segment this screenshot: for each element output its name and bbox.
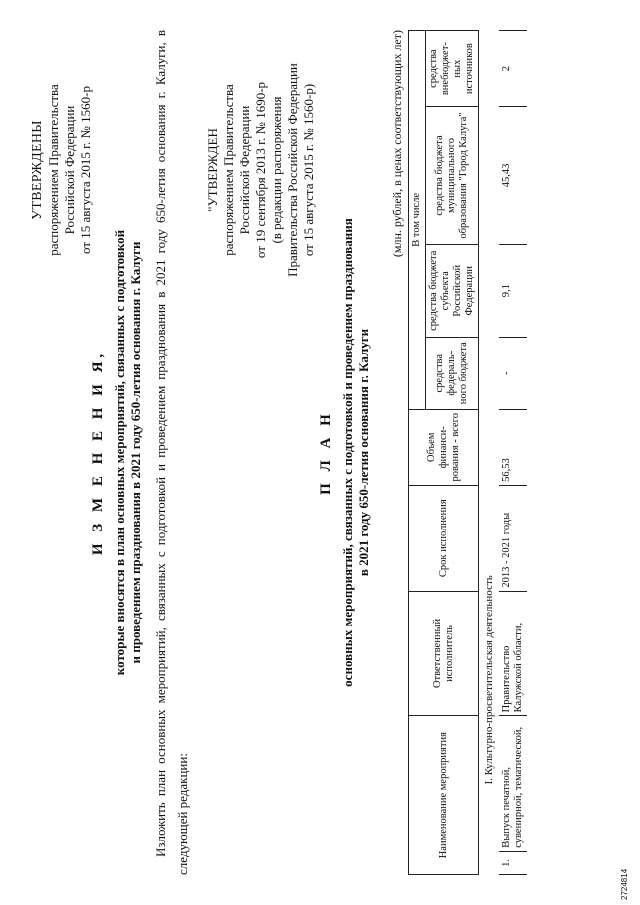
row-name: Выпуск печатной, сувенирной, тематической,	[499, 716, 527, 851]
plan-subtitle-line: основных мероприятий, связанных с подготовкой и проведением празднования	[340, 218, 355, 687]
approval2-line: Российской Федерации	[237, 105, 252, 235]
intro-paragraph: Изложить план основных мероприятий, связанных с подготовкой и проведением празднования в 2021 году 650-летия основания г. Калуги, в следующей редакции:	[153, 30, 190, 875]
header-total: Объем финанси-рования - всего	[409, 409, 479, 485]
header-executor: Ответственный исполнитель	[409, 591, 479, 716]
approval2-line: распоряжением Правительства	[221, 84, 236, 256]
row-total: 56,53	[499, 409, 527, 485]
approval2-line: "УТВЕРЖДЕН	[205, 128, 220, 212]
plan-subtitle	[340, 120, 372, 785]
changes-title: И З М Е Н Е Н И Я,	[90, 349, 106, 556]
header-municipal: средства бюджета муниципального образования "Город Калуга"	[426, 107, 479, 244]
approval2-line: от 15 августа 2015 г. № 1560-р)	[301, 83, 316, 257]
changes-subtitle-line: которые вносятся в план основных мероприятий, связанных с подготовкой	[112, 229, 127, 676]
approval-line: от 15 августа 2015 г. № 1560-р	[78, 86, 93, 254]
row-period: 2013 - 2021 годы	[499, 485, 527, 591]
header-subject: средства бюджета субъекта Российской Федерации	[426, 244, 479, 337]
approval-line: Российской Федерации	[62, 105, 77, 235]
header-name: Наименование мероприятия	[409, 716, 479, 875]
table-row	[499, 31, 527, 875]
plan-title: П Л А Н	[318, 410, 334, 495]
row-federal: -	[499, 337, 527, 409]
approval-stamp	[30, 35, 94, 305]
approval2-line: Правительства Российской Федерации	[285, 63, 300, 277]
row-subject: 9,1	[499, 244, 527, 337]
approval-line: распоряжением Правительства	[46, 84, 61, 256]
plan-subtitle-line: в 2021 году 650-летия основания г. Калуги	[356, 328, 371, 577]
changes-subtitle-line: и проведением празднования в 2021 году 650-летия основания г. Калуги	[128, 241, 143, 664]
row-number: 1.	[499, 851, 527, 874]
section-heading: I. Культурно-просветительская деятельность	[483, 575, 495, 785]
header-federal: средства федераль-ного бюджета	[426, 337, 479, 409]
approval-stamp-2	[205, 35, 317, 305]
row-municipal: 45,43	[499, 107, 527, 244]
approval-head: УТВЕРЖДЕНЫ	[30, 120, 45, 220]
changes-subtitle	[112, 130, 144, 775]
approval2-line: (в редакции распоряжения	[269, 96, 284, 244]
header-extra: средства внебюджет-ных источников	[426, 31, 479, 107]
units-note: (млн. рублей, в ценах соответствующих лет)	[390, 30, 404, 258]
plan-table	[408, 30, 527, 875]
document-id: 2724814	[620, 868, 629, 900]
header-including: В том числе	[409, 31, 426, 410]
header-period: Срок исполнения	[409, 485, 479, 591]
row-executor: Правительство Калужской области,	[499, 591, 527, 716]
approval2-line: от 19 сентября 2013 г. № 1690-р	[253, 81, 268, 259]
row-extra: 2	[499, 31, 527, 107]
